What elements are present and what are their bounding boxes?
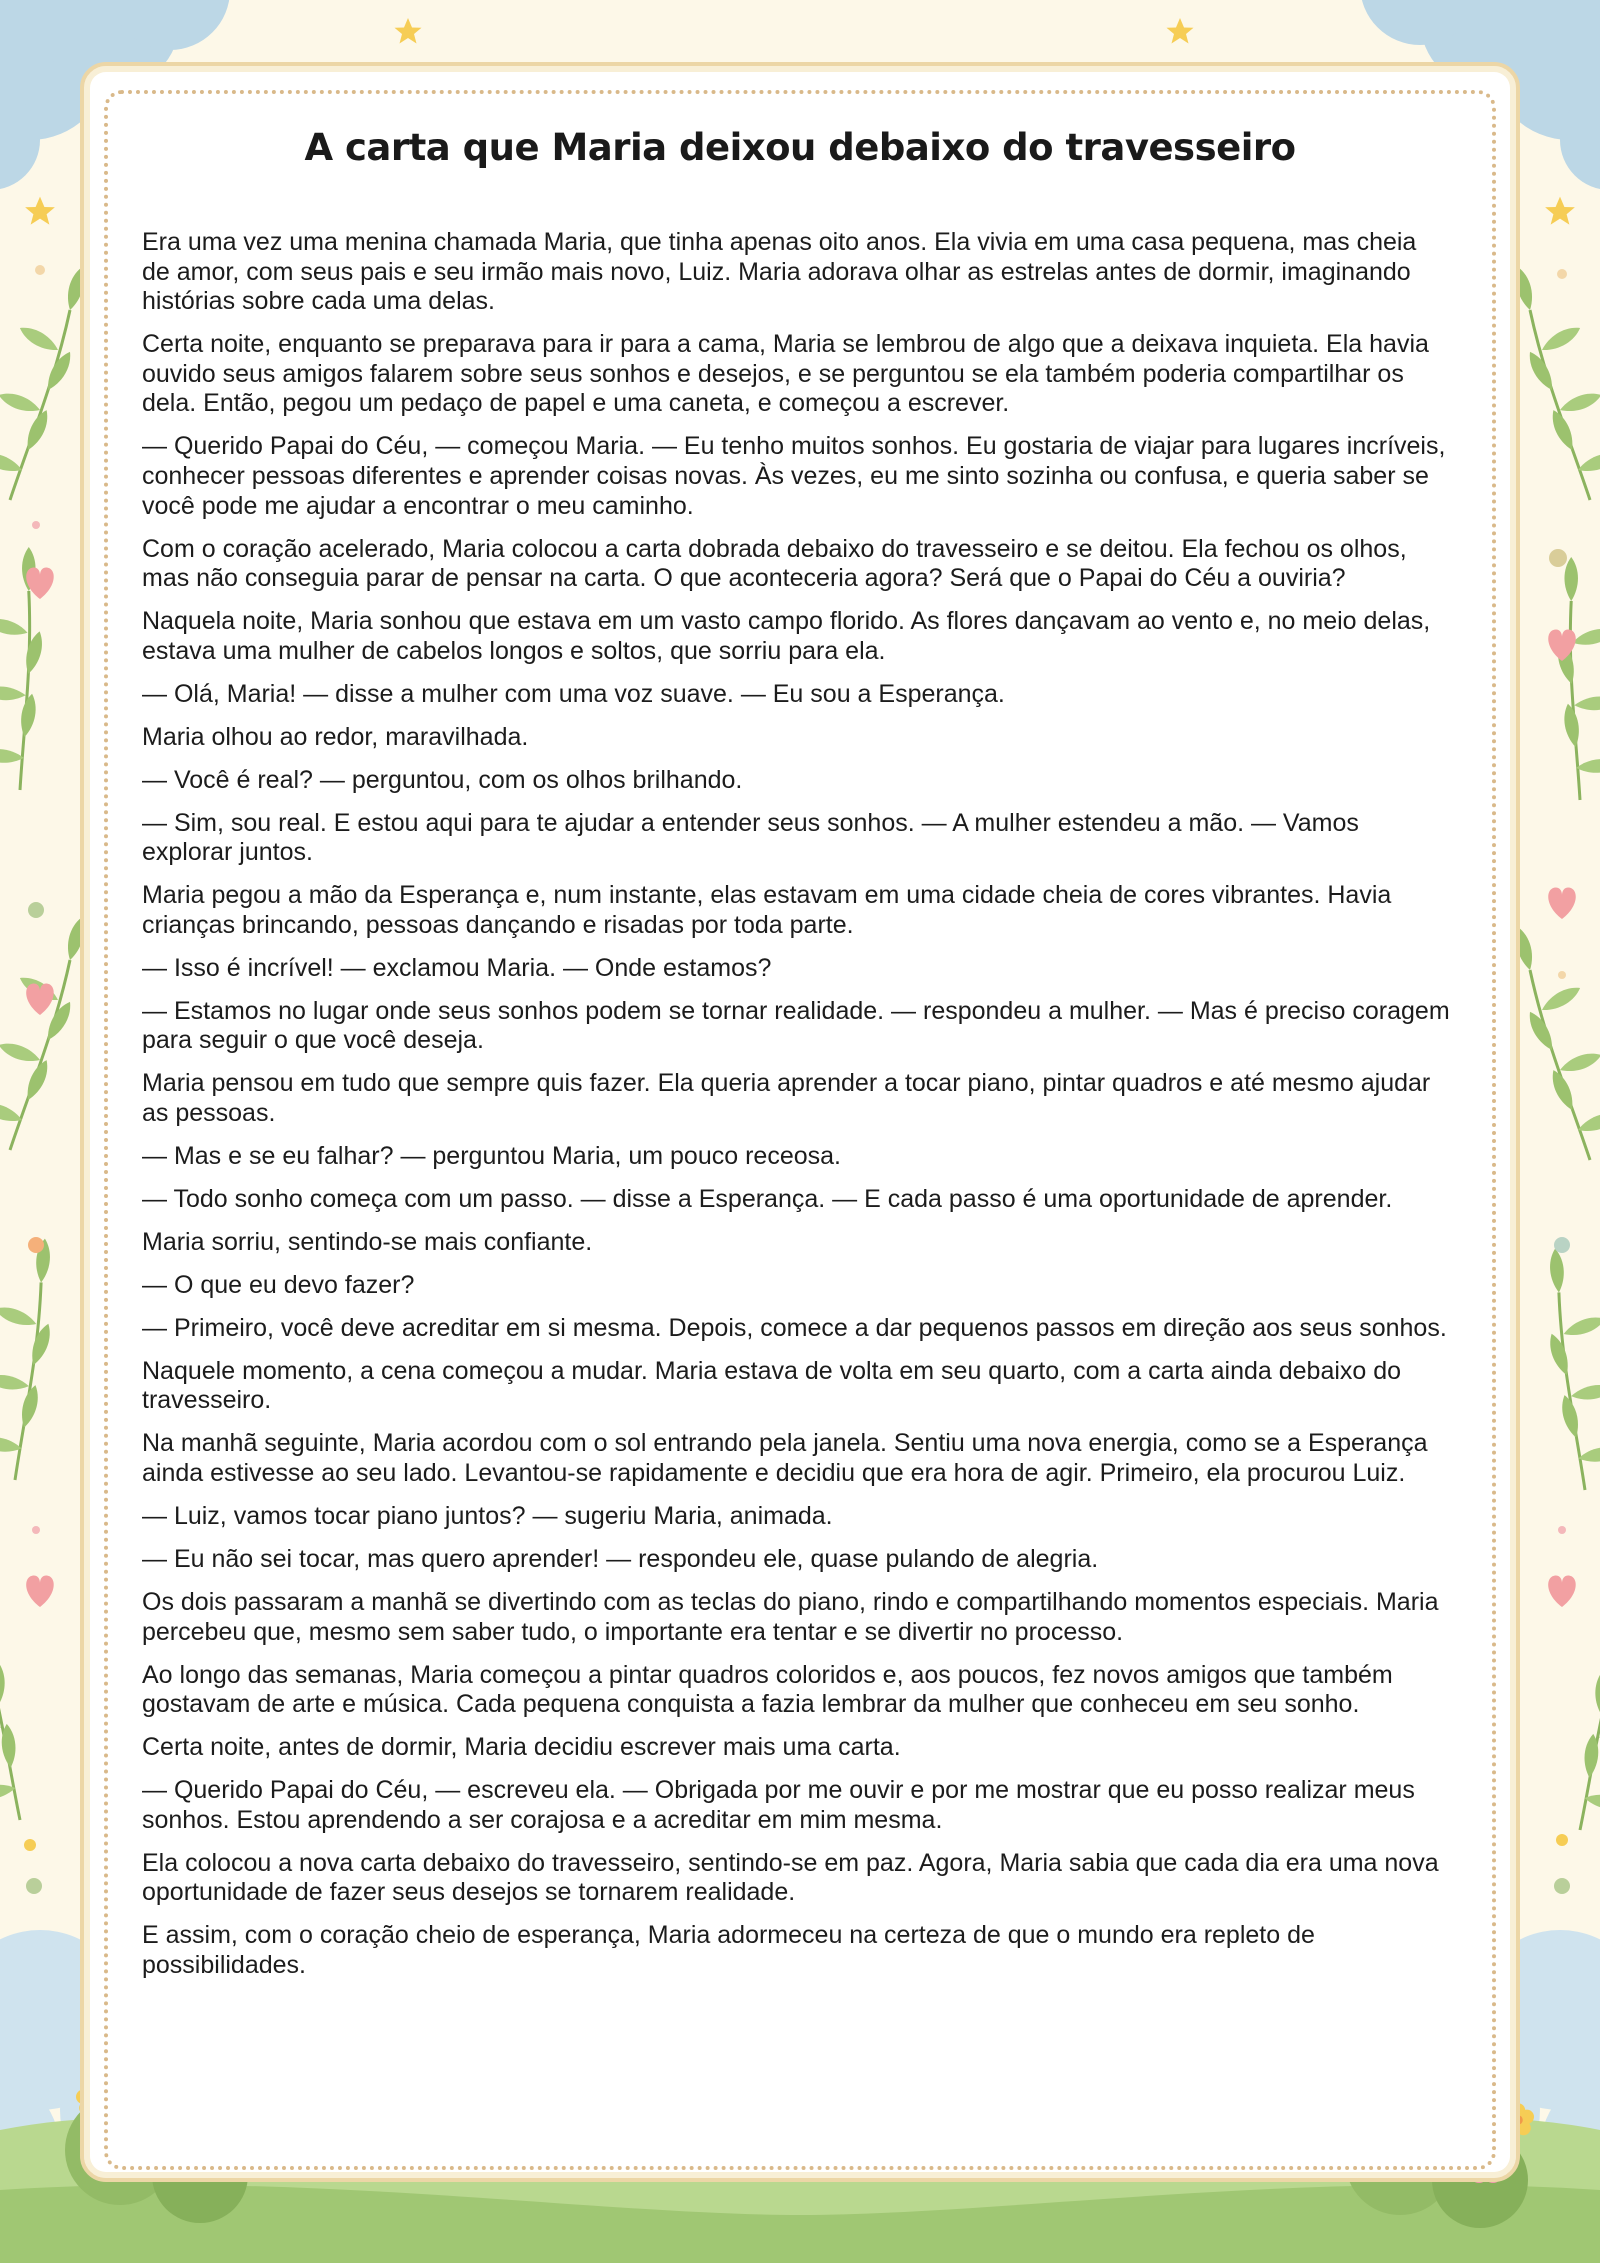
paragraph: Naquele momento, a cena começou a mudar. Maria estava de volta em seu quarto, com a carta ainda debaixo do travesseiro. bbox=[142, 1356, 1402, 1415]
story-body bbox=[142, 228, 1450, 1994]
paragraph: — Primeiro, você deve acreditar em si mesma. Depois, comece a dar pequenos passos em direção aos seus sonhos. bbox=[142, 1313, 1447, 1342]
paragraph: E assim, com o coração cheio de esperança, Maria adormeceu na certeza de que o mundo era repleto de possibilidades. bbox=[142, 1921, 1315, 1979]
paragraph: — Mas e se eu falhar? — perguntou Maria, um pouco receosa. bbox=[142, 1141, 841, 1170]
paragraph: — Olá, Maria! — disse a mulher com uma voz suave. — Eu sou a Esperança. bbox=[142, 679, 1005, 708]
paragraph: Na manhã seguinte, Maria acordou com o sol entrando pela janela. Sentiu uma nova energia, como se a Esperança ainda estivesse ao seu lado. Levantou-se rapidamente e decidiu que era hora de agir. Primeiro, ela procurou Luiz. bbox=[142, 1429, 1428, 1488]
paragraph: Os dois passaram a manhã se divertindo com as teclas do piano, rindo e compartilhando momentos especiais. Maria percebeu que, mesmo sem saber tudo, o importante era tentar e se divertir no processo. bbox=[142, 1587, 1439, 1646]
paragraph: Maria pegou a mão da Esperança e, num instante, elas estavam em uma cidade cheia de cores vibrantes. Havia crianças brincando, pessoas dançando e risadas por toda parte. bbox=[142, 881, 1392, 939]
page-title: A carta que Maria deixou debaixo do travesseiro bbox=[304, 126, 1296, 169]
paragraph: — Querido Papai do Céu, — escreveu ela. — Obrigada por me ouvir e por me mostrar que eu posso realizar meus sonhos. Estou aprendendo a ser corajosa e a acreditar em mim mesma. bbox=[142, 1776, 1415, 1834]
paragraph: — Luiz, vamos tocar piano juntos? — sugeriu Maria, animada. bbox=[142, 1502, 833, 1530]
paragraph: — Eu não sei tocar, mas quero aprender! — respondeu ele, quase pulando de alegria. bbox=[142, 1544, 1099, 1573]
paragraph: Era uma vez uma menina chamada Maria, que tinha apenas oito anos. Ela vivia em uma casa pequena, mas cheia de amor, com seus pais e seu irmão mais novo, Luiz. Maria adorava olhar as estrelas antes de dormir, imaginando histórias sobre cada uma delas. bbox=[142, 228, 1417, 316]
paragraph: Ao longo das semanas, Maria começou a pintar quadros coloridos e, aos poucos, fez novos amigos que também gostavam de arte e música. Cada pequena conquista a fazia lembrar da mulher que conheceu em seu sonho. bbox=[142, 1660, 1393, 1719]
paragraph: — Sim, sou real. E estou aqui para te ajudar a entender seus sonhos. — A mulher estendeu a mão. — Vamos explorar juntos. bbox=[142, 808, 1359, 867]
paragraph: Maria olhou ao redor, maravilhada. bbox=[142, 722, 529, 751]
paragraph: — Querido Papai do Céu, — começou Maria. — Eu tenho muitos sonhos. Eu gostaria de viajar para lugares incríveis, conhecer pessoas diferentes e aprender coisas novas. Às vezes, eu me sinto sozinha ou confusa, e queria saber se você pode me ajudar a encontrar o meu caminho. bbox=[142, 432, 1446, 520]
paragraph: Naquela noite, Maria sonhou que estava em um vasto campo florido. As flores dançavam ao vento e, no meio delas, estava uma mulher de cabelos longos e soltos, que sorriu para ela. bbox=[142, 607, 1431, 665]
paragraph: Maria pensou em tudo que sempre quis fazer. Ela queria aprender a tocar piano, pintar quadros e até mesmo ajudar as pessoas. bbox=[142, 1069, 1431, 1127]
paragraph: Maria sorriu, sentindo-se mais confiante. bbox=[142, 1227, 593, 1256]
paragraph: Certa noite, antes de dormir, Maria decidiu escrever mais uma carta. bbox=[142, 1733, 901, 1762]
paragraph: — Todo sonho começa com um passo. — disse a Esperança. — E cada passo é uma oportunidade de aprender. bbox=[142, 1184, 1393, 1213]
paragraph: Certa noite, enquanto se preparava para ir para a cama, Maria se lembrou de algo que a deixava inquieta. Ela havia ouvido seus amigos falarem sobre seus sonhos e desejos, e se perguntou se ela também poderia compartilhar os dela. Então, pegou um pedaço de papel e uma caneta, e começou a escrever. bbox=[142, 330, 1429, 418]
paragraph: — Estamos no lugar onde seus sonhos podem se tornar realidade. — respondeu a mulher. — Mas é preciso coragem para seguir o que você deseja. bbox=[142, 996, 1450, 1055]
paragraph: Com o coração acelerado, Maria colocou a carta dobrada debaixo do travesseiro e se deitou. Ela fechou os olhos, mas não conseguia parar de pensar na carta. O que aconteceria agora? Será que o Papai do Céu a ouviria? bbox=[142, 534, 1407, 593]
paragraph: — O que eu devo fazer? bbox=[142, 1270, 415, 1299]
paragraph: Ela colocou a nova carta debaixo do travesseiro, sentindo-se em paz. Agora, Maria sabia que cada dia era uma nova oportunidade de fazer seus desejos se tornarem realidade. bbox=[142, 1848, 1439, 1907]
paragraph: — Você é real? — perguntou, com os olhos brilhando. bbox=[142, 765, 743, 794]
paragraph: — Isso é incrível! — exclamou Maria. — Onde estamos? bbox=[142, 953, 772, 982]
